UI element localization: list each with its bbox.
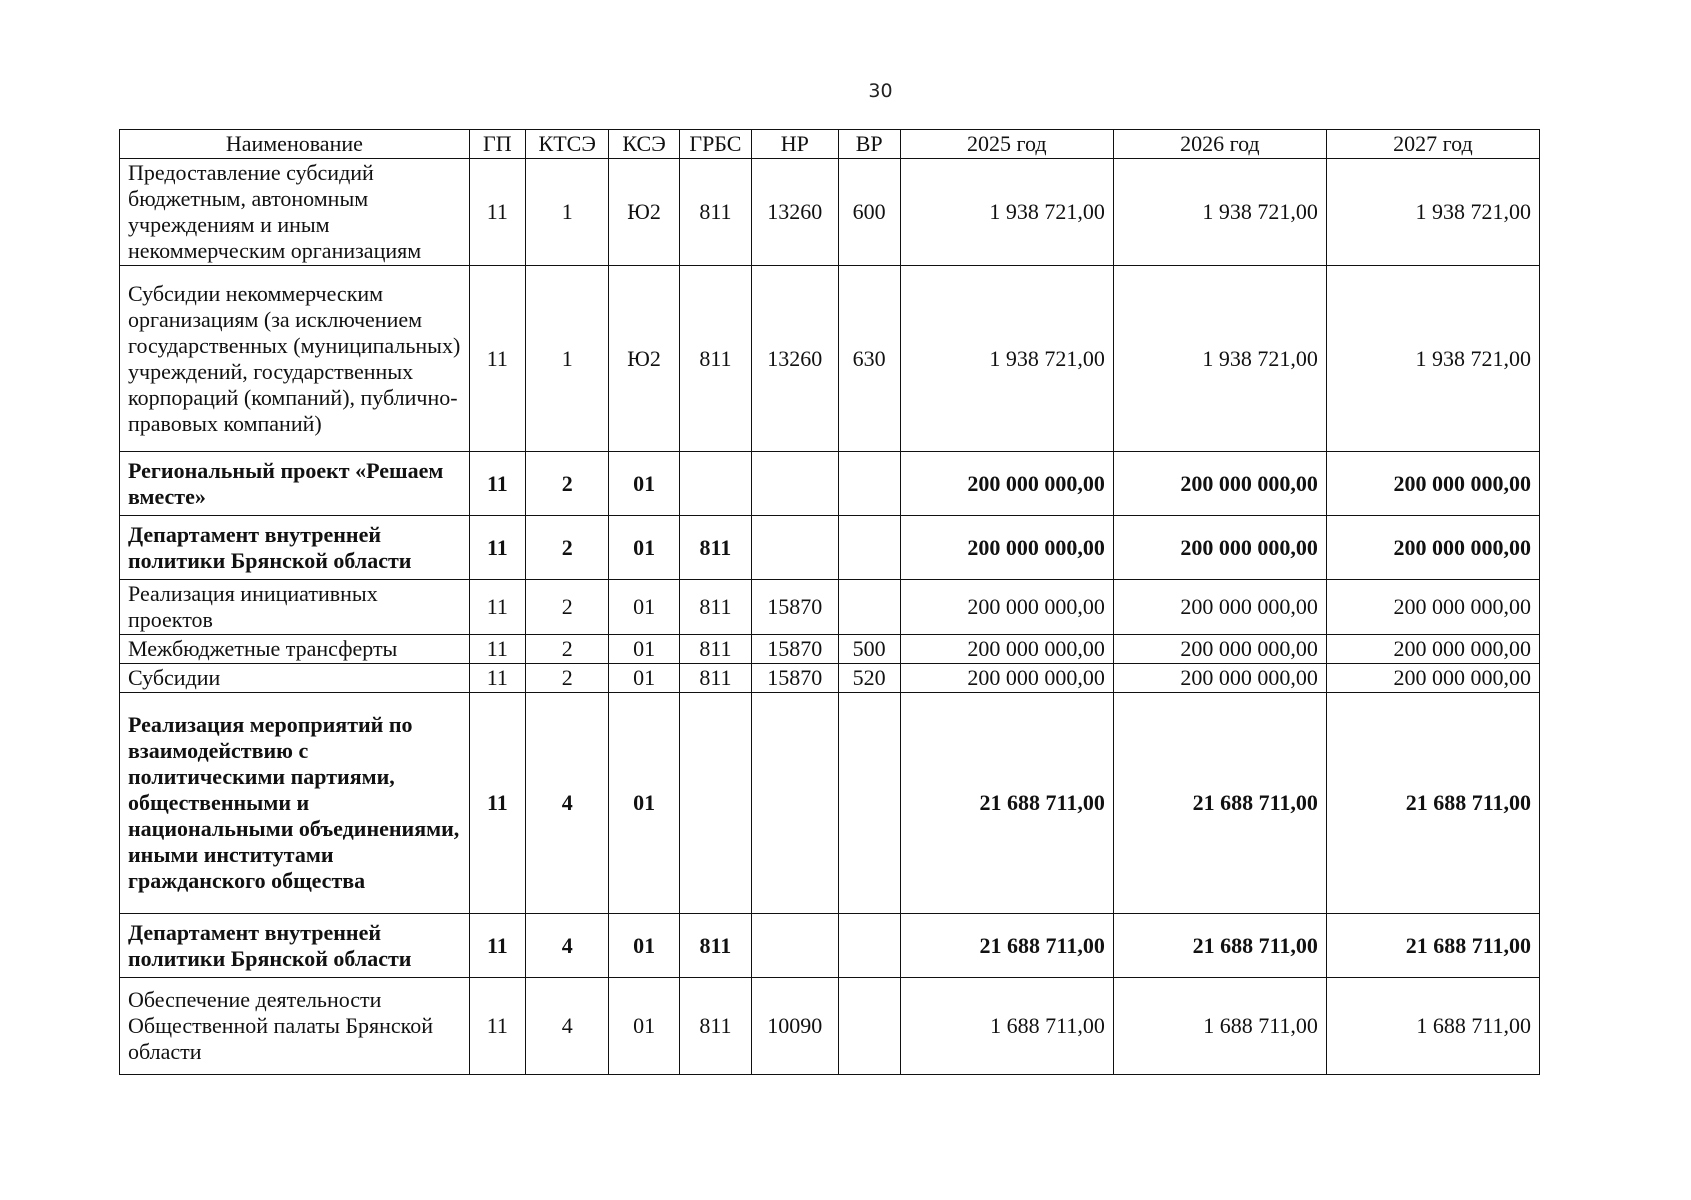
table-row [120,664,1540,693]
cell-gp: 11 [469,635,525,664]
cell-2025: 200 000 000,00 [900,452,1113,516]
cell-2026: 1 688 711,00 [1113,978,1326,1075]
cell-2025: 200 000 000,00 [900,516,1113,580]
cell-ktse: 2 [525,635,608,664]
cell-2027: 1 938 721,00 [1326,266,1539,452]
cell-2027: 200 000 000,00 [1326,516,1539,580]
cell-2026: 21 688 711,00 [1113,693,1326,914]
cell-kse: 01 [609,978,679,1075]
cell-nr [752,516,838,580]
cell-name: Субсидии некоммерческим организациям (за исключением государственных (муниципальных) учреждений, государственных корпораций (компаний), публично-правовых компаний) [120,266,470,452]
cell-name: Субсидии [120,664,470,693]
cell-name: Департамент внутренней политики Брянской области [120,914,470,978]
cell-gp: 11 [469,664,525,693]
cell-name: Обеспечение деятельности Общественной палаты Брянской области [120,978,470,1075]
cell-vr: 600 [838,159,900,266]
cell-2027: 21 688 711,00 [1326,693,1539,914]
table-row [120,452,1540,516]
cell-ktse: 1 [525,159,608,266]
cell-grbs [679,693,751,914]
cell-kse: 01 [609,452,679,516]
cell-name: Департамент внутренней политики Брянской области [120,516,470,580]
budget-table [119,129,1540,1075]
cell-kse: 01 [609,580,679,635]
cell-name: Реализация мероприятий по взаимодействию с политическими партиями, общественными и национальными объединениями, иными институтами гражданского общества [120,693,470,914]
cell-kse: Ю2 [609,266,679,452]
page-number: 30 [868,80,893,102]
table-row [120,266,1540,452]
cell-grbs: 811 [679,914,751,978]
cell-2025: 1 688 711,00 [900,978,1113,1075]
table-header [120,130,1540,159]
cell-gp: 11 [469,693,525,914]
cell-ktse: 4 [525,914,608,978]
cell-vr [838,452,900,516]
cell-gp: 11 [469,159,525,266]
cell-nr [752,452,838,516]
cell-name: Региональный проект «Решаем вместе» [120,452,470,516]
cell-2025: 1 938 721,00 [900,266,1113,452]
cell-kse: Ю2 [609,159,679,266]
cell-2026: 1 938 721,00 [1113,266,1326,452]
cell-nr: 15870 [752,580,838,635]
cell-gp: 11 [469,266,525,452]
table-row [120,580,1540,635]
cell-grbs: 811 [679,516,751,580]
cell-grbs: 811 [679,635,751,664]
cell-kse: 01 [609,516,679,580]
cell-2027: 1 688 711,00 [1326,978,1539,1075]
table-row [120,978,1540,1075]
cell-2026: 1 938 721,00 [1113,159,1326,266]
cell-gp: 11 [469,914,525,978]
cell-kse: 01 [609,664,679,693]
cell-2026: 200 000 000,00 [1113,664,1326,693]
cell-vr [838,580,900,635]
cell-vr [838,693,900,914]
header-2026: 2026 год [1113,130,1326,159]
table-body [120,159,1540,1075]
cell-gp: 11 [469,580,525,635]
cell-nr [752,914,838,978]
cell-ktse: 2 [525,516,608,580]
cell-nr: 10090 [752,978,838,1075]
cell-ktse: 2 [525,664,608,693]
cell-name: Межбюджетные трансферты [120,635,470,664]
cell-grbs: 811 [679,978,751,1075]
cell-2025: 21 688 711,00 [900,914,1113,978]
header-grbs: ГРБС [679,130,751,159]
cell-nr: 13260 [752,159,838,266]
cell-grbs [679,452,751,516]
cell-nr: 15870 [752,635,838,664]
cell-2026: 200 000 000,00 [1113,580,1326,635]
cell-grbs: 811 [679,159,751,266]
cell-2026: 200 000 000,00 [1113,452,1326,516]
cell-2025: 200 000 000,00 [900,635,1113,664]
cell-grbs: 811 [679,266,751,452]
cell-kse: 01 [609,914,679,978]
cell-ktse: 2 [525,452,608,516]
table-row [120,693,1540,914]
cell-2027: 1 938 721,00 [1326,159,1539,266]
cell-ktse: 1 [525,266,608,452]
cell-gp: 11 [469,978,525,1075]
cell-gp: 11 [469,452,525,516]
cell-2027: 21 688 711,00 [1326,914,1539,978]
cell-2027: 200 000 000,00 [1326,635,1539,664]
cell-2025: 200 000 000,00 [900,580,1113,635]
cell-2026: 21 688 711,00 [1113,914,1326,978]
cell-nr: 13260 [752,266,838,452]
header-vr: ВР [838,130,900,159]
cell-vr [838,516,900,580]
cell-name: Предоставление субсидий бюджетным, автономным учреждениям и иным некоммерческим организациям [120,159,470,266]
header-row [120,130,1540,159]
header-ktse: КТСЭ [525,130,608,159]
table-row [120,516,1540,580]
cell-2025: 1 938 721,00 [900,159,1113,266]
cell-grbs: 811 [679,664,751,693]
cell-nr [752,693,838,914]
cell-ktse: 4 [525,978,608,1075]
table-row [120,635,1540,664]
cell-2025: 21 688 711,00 [900,693,1113,914]
cell-2026: 200 000 000,00 [1113,516,1326,580]
cell-kse: 01 [609,635,679,664]
cell-nr: 15870 [752,664,838,693]
cell-vr: 500 [838,635,900,664]
cell-2027: 200 000 000,00 [1326,452,1539,516]
cell-ktse: 2 [525,580,608,635]
cell-name: Реализация инициативных проектов [120,580,470,635]
cell-2025: 200 000 000,00 [900,664,1113,693]
header-kse: КСЭ [609,130,679,159]
header-name: Наименование [120,130,470,159]
cell-2027: 200 000 000,00 [1326,664,1539,693]
header-2027: 2027 год [1326,130,1539,159]
cell-2027: 200 000 000,00 [1326,580,1539,635]
cell-ktse: 4 [525,693,608,914]
header-nr: НР [752,130,838,159]
table-row [120,159,1540,266]
cell-grbs: 811 [679,580,751,635]
cell-vr: 520 [838,664,900,693]
cell-kse: 01 [609,693,679,914]
table-row [120,914,1540,978]
cell-vr [838,978,900,1075]
cell-vr [838,914,900,978]
header-2025: 2025 год [900,130,1113,159]
cell-vr: 630 [838,266,900,452]
header-gp: ГП [469,130,525,159]
cell-2026: 200 000 000,00 [1113,635,1326,664]
cell-gp: 11 [469,516,525,580]
